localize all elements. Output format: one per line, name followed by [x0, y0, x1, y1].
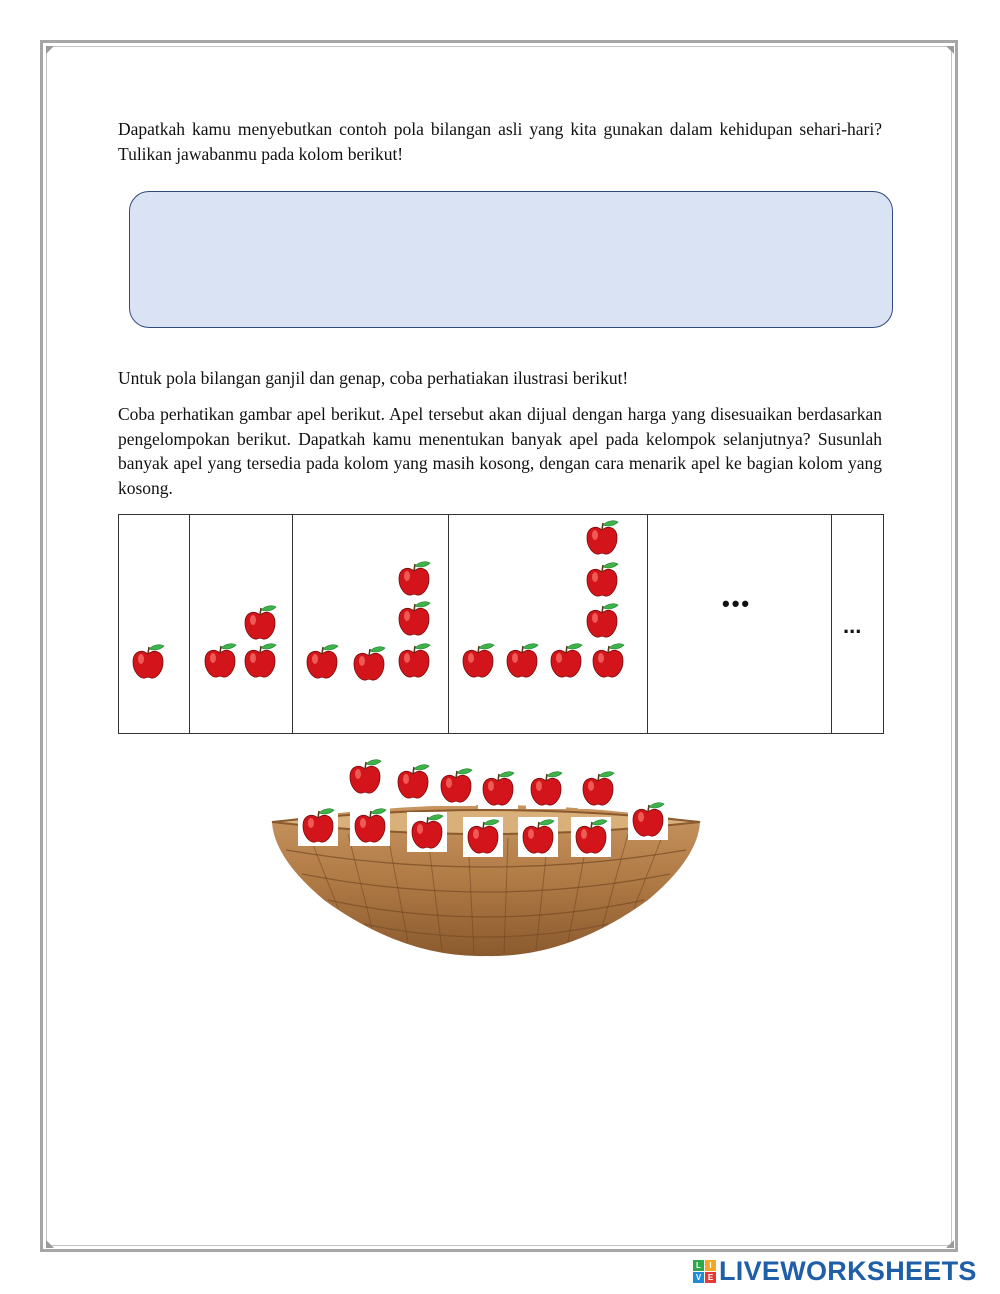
liveworksheets-logo-mark — [693, 1260, 716, 1283]
pattern-cell-group-2 — [190, 515, 293, 734]
logo-tile-v: V — [693, 1272, 704, 1283]
apple-icon — [394, 599, 434, 639]
logo-tile-i: I — [705, 1260, 716, 1271]
draggable-apple-icon[interactable] — [463, 817, 503, 857]
pattern-cell-group-3 — [293, 515, 449, 734]
draggable-apple-icon[interactable] — [628, 800, 668, 840]
border-corner-ornament — [46, 46, 54, 54]
apple-icon — [394, 559, 434, 599]
draggable-apple-icon[interactable] — [393, 762, 433, 802]
draggable-apple-icon[interactable] — [298, 806, 338, 846]
apple-icon — [394, 641, 434, 681]
draggable-apple-icon[interactable] — [407, 812, 447, 852]
border-corner-ornament — [946, 46, 954, 54]
liveworksheets-logo — [693, 1254, 977, 1288]
logo-tile-e: E — [705, 1272, 716, 1283]
draggable-apple-icon[interactable] — [526, 769, 566, 809]
apple-icon — [546, 641, 586, 681]
ellipsis-placeholder: ••• — [722, 591, 752, 616]
apple-icon — [240, 641, 280, 681]
draggable-apple-icon[interactable] — [571, 817, 611, 857]
apple-icon — [200, 641, 240, 681]
apple-icon — [128, 642, 168, 682]
border-corner-ornament — [46, 1240, 54, 1248]
liveworksheets-wordmark: LIVEWORKSHEETS — [719, 1255, 977, 1286]
apple-icon — [502, 641, 542, 681]
logo-tile-l: L — [693, 1260, 704, 1271]
pattern-cell-empty-6[interactable] — [832, 515, 884, 734]
border-corner-ornament — [946, 1240, 954, 1248]
apple-icon — [302, 642, 342, 682]
apple-icon — [349, 644, 389, 684]
apple-icon — [582, 560, 622, 600]
draggable-apple-icon[interactable] — [518, 817, 558, 857]
pattern-cell-group-1 — [119, 515, 190, 734]
apple-icon — [582, 518, 622, 558]
pattern-cell-empty-5[interactable] — [648, 515, 832, 734]
apple-pattern-table — [118, 514, 884, 734]
question-1-text: Dapatkah kamu menyebutkan contoh pola bilangan asli yang kita gunakan dalam kehidupan sehari-hari? Tulikan jawabanmu pada kolom berikut! — [118, 119, 882, 164]
ellipsis-placeholder: ... — [843, 613, 862, 638]
draggable-apple-icon[interactable] — [436, 766, 476, 806]
apple-icon — [240, 603, 280, 643]
draggable-apple-icon[interactable] — [350, 806, 390, 846]
pattern-cell-group-4 — [449, 515, 648, 734]
question-2-text: Coba perhatikan gambar apel berikut. Apel tersebut akan dijual dengan harga yang disesuaikan berdasarkan pengelompokan berikut. Dapatkah kamu menentukan banyak apel pada kelompok selanjutnya? Susunlah banyak apel yang tersedia pada kolom yang masih kosong, dengan cara menarik apel ke bagian kolom yang kosong. — [118, 404, 882, 498]
draggable-apple-icon[interactable] — [345, 757, 385, 797]
apple-icon — [458, 641, 498, 681]
intro-text: Untuk pola bilangan ganjil dan genap, coba perhatiakan ilustrasi berikut! — [118, 368, 629, 388]
apple-icon — [588, 641, 628, 681]
draggable-apple-icon[interactable] — [578, 769, 618, 809]
draggable-apple-icon[interactable] — [478, 769, 518, 809]
apple-icon — [582, 601, 622, 641]
answer-text-box[interactable] — [129, 191, 893, 328]
